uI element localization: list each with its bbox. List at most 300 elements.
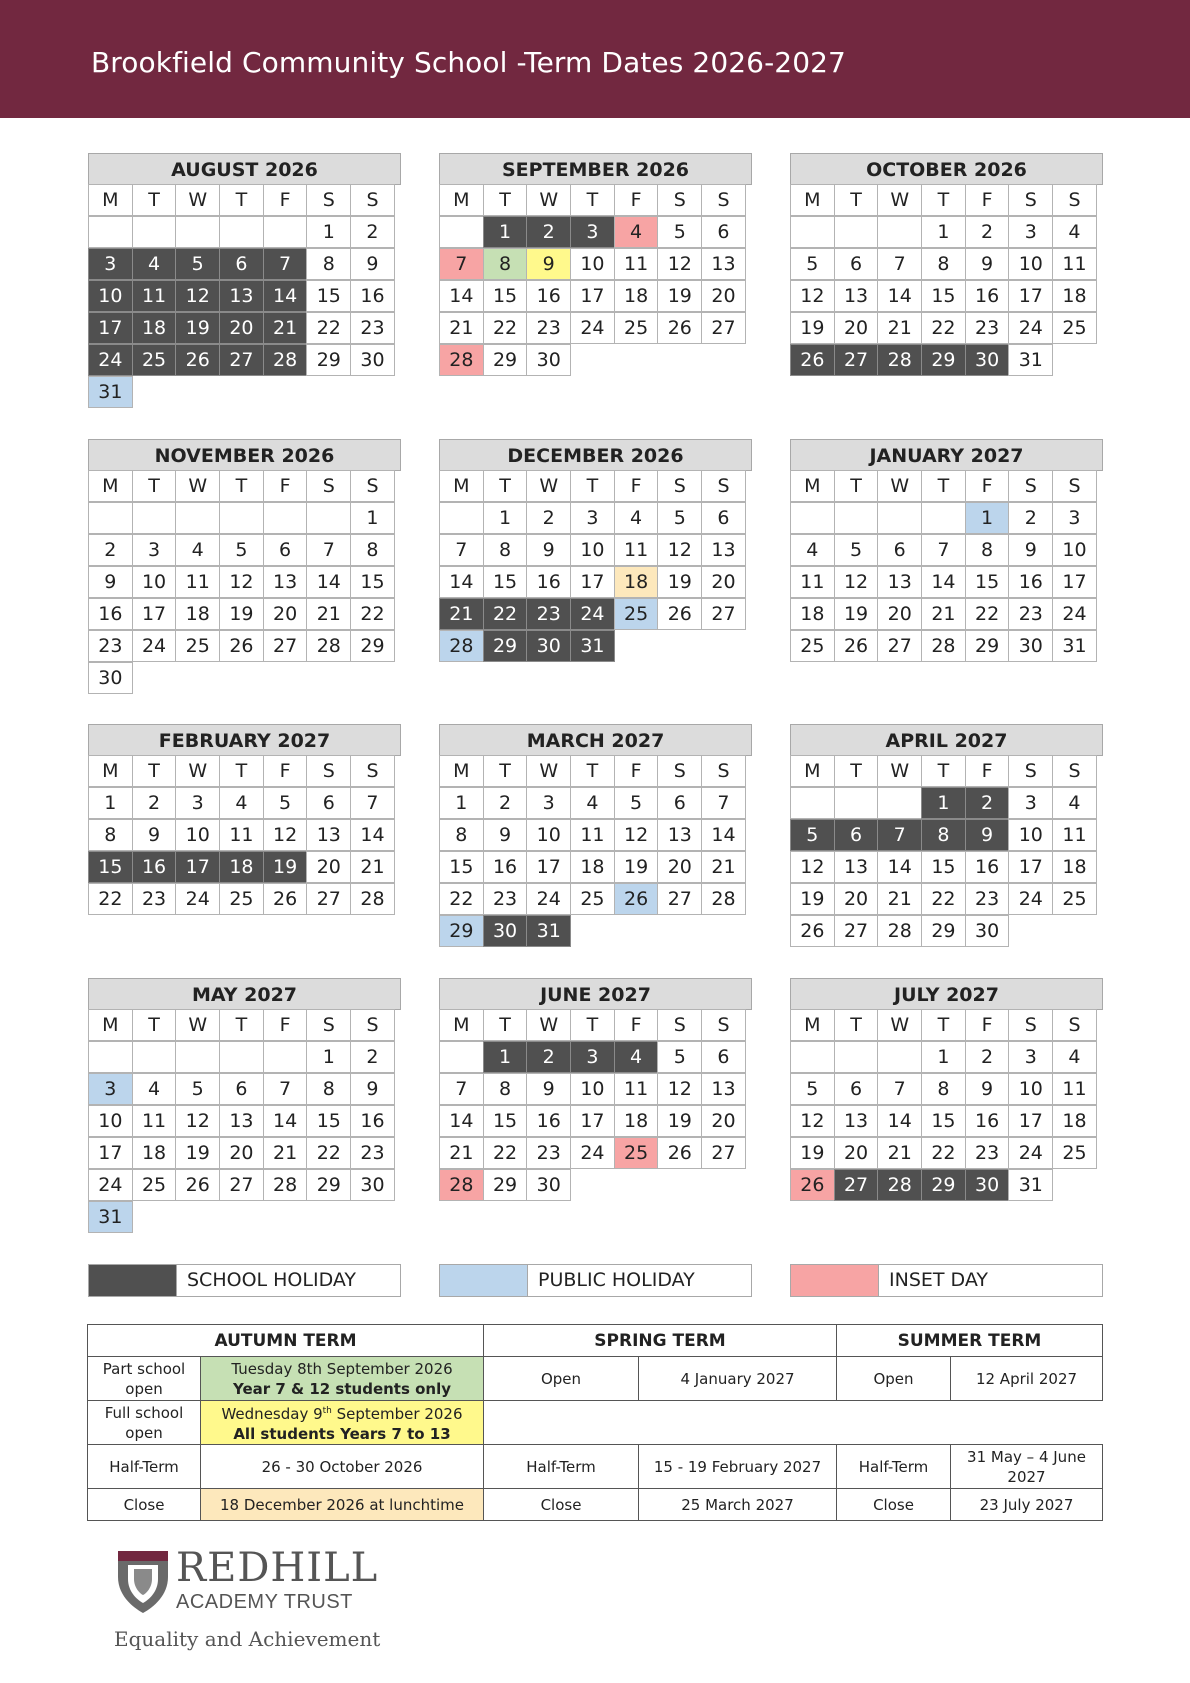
- spring-half-label: Half-Term: [484, 1445, 639, 1489]
- spring-open-date: 4 January 2027: [639, 1357, 837, 1401]
- day-cell: 1: [921, 1041, 966, 1073]
- empty-day-cell: [790, 502, 835, 534]
- month-calendar: [439, 978, 752, 1202]
- day-cell: 21: [350, 851, 395, 883]
- week-row: [88, 567, 401, 599]
- day-cell: 16: [965, 280, 1010, 312]
- weekday-header: T: [219, 755, 264, 787]
- day-cell: 16: [483, 851, 528, 883]
- day-cell: 16: [965, 851, 1010, 883]
- day-cell: 14: [263, 1105, 308, 1137]
- day-cell: 3: [1052, 502, 1097, 534]
- day-cell: 12: [263, 819, 308, 851]
- day-cell: 10: [1008, 819, 1053, 851]
- inset-day-swatch: [791, 1265, 879, 1296]
- day-cell: 11: [175, 566, 220, 598]
- day-cell: 21: [263, 1137, 308, 1169]
- day-cell: 27: [834, 344, 879, 376]
- weekday-header-row: [790, 185, 1103, 217]
- day-cell: 18: [614, 566, 659, 598]
- weekday-header: F: [965, 755, 1010, 787]
- day-cell: 28: [877, 1169, 922, 1201]
- empty-day-cell: [570, 344, 615, 376]
- day-cell: 20: [834, 312, 879, 344]
- day-cell: 8: [439, 819, 484, 851]
- day-cell: 15: [483, 566, 528, 598]
- day-cell: 12: [790, 851, 835, 883]
- weekday-header: W: [175, 184, 220, 216]
- week-row: [88, 217, 401, 249]
- day-cell: 10: [570, 1073, 615, 1105]
- day-cell: 12: [614, 819, 659, 851]
- weekday-header: M: [88, 755, 133, 787]
- week-row: [88, 1042, 401, 1074]
- day-cell: 23: [965, 312, 1010, 344]
- weekday-header: F: [614, 470, 659, 502]
- week-row: [439, 599, 752, 631]
- day-cell: 12: [790, 1105, 835, 1137]
- empty-day-cell: [877, 216, 922, 248]
- empty-day-cell: [877, 502, 922, 534]
- weekday-header-row: [790, 1010, 1103, 1042]
- day-cell: 25: [1052, 1137, 1097, 1169]
- day-cell: 13: [701, 1073, 746, 1105]
- empty-day-cell: [350, 662, 395, 694]
- day-cell: 17: [1008, 1105, 1053, 1137]
- empty-day-cell: [219, 1041, 264, 1073]
- day-cell: 13: [834, 851, 879, 883]
- day-cell: 17: [132, 598, 177, 630]
- day-cell: 11: [1052, 819, 1097, 851]
- empty-day-cell: [439, 216, 484, 248]
- empty-day-cell: [263, 216, 308, 248]
- empty-day-cell: [834, 787, 879, 819]
- empty-day-cell: [263, 376, 308, 408]
- empty-day-cell: [614, 915, 659, 947]
- day-cell: 25: [614, 312, 659, 344]
- day-cell: 28: [877, 344, 922, 376]
- day-cell: 16: [1008, 566, 1053, 598]
- weekday-header-row: [88, 185, 401, 217]
- weekday-header-row: [88, 471, 401, 503]
- day-cell: 5: [175, 1073, 220, 1105]
- weekday-header: F: [965, 1009, 1010, 1041]
- day-cell: 30: [965, 344, 1010, 376]
- week-row: [88, 313, 401, 345]
- day-cell: 11: [219, 819, 264, 851]
- day-cell: 9: [965, 248, 1010, 280]
- day-cell: 6: [834, 819, 879, 851]
- day-cell: 16: [350, 280, 395, 312]
- weekday-header: T: [570, 755, 615, 787]
- weekday-header: S: [701, 470, 746, 502]
- day-cell: 24: [1052, 598, 1097, 630]
- day-cell: 8: [965, 534, 1010, 566]
- weekday-header: W: [526, 470, 571, 502]
- day-cell: 13: [701, 534, 746, 566]
- week-row: [88, 345, 401, 377]
- day-cell: 5: [790, 1073, 835, 1105]
- day-cell: 7: [263, 1073, 308, 1105]
- day-cell: 6: [834, 248, 879, 280]
- day-cell: 31: [570, 630, 615, 662]
- empty-day-cell: [175, 376, 220, 408]
- legend-inset-day: [790, 1264, 1103, 1297]
- day-cell: 4: [219, 787, 264, 819]
- day-cell: 26: [657, 598, 702, 630]
- day-cell: 31: [526, 915, 571, 947]
- day-cell: 6: [657, 787, 702, 819]
- day-cell: 28: [877, 915, 922, 947]
- day-cell: 29: [921, 1169, 966, 1201]
- day-cell: 22: [965, 598, 1010, 630]
- day-cell: 30: [965, 915, 1010, 947]
- empty-day-cell: [657, 1169, 702, 1201]
- day-cell: 6: [701, 216, 746, 248]
- weekday-header: F: [965, 184, 1010, 216]
- empty-day-cell: [570, 915, 615, 947]
- weekday-header: T: [921, 1009, 966, 1041]
- day-cell: 23: [350, 312, 395, 344]
- month-calendar: [88, 439, 401, 695]
- day-cell: 11: [132, 280, 177, 312]
- week-row: [790, 567, 1103, 599]
- empty-day-cell: [877, 1041, 922, 1073]
- empty-day-cell: [88, 1041, 133, 1073]
- day-cell: 21: [877, 312, 922, 344]
- day-cell: 4: [614, 1041, 659, 1073]
- empty-day-cell: [132, 1201, 177, 1233]
- day-cell: 26: [657, 1137, 702, 1169]
- day-cell: 30: [350, 1169, 395, 1201]
- day-cell: 25: [175, 630, 220, 662]
- day-cell: 7: [877, 819, 922, 851]
- day-cell: 18: [790, 598, 835, 630]
- weekday-header: S: [1008, 470, 1053, 502]
- day-cell: 3: [88, 248, 133, 280]
- legend-public-holiday: [439, 1264, 752, 1297]
- day-cell: 15: [483, 280, 528, 312]
- day-cell: 19: [263, 851, 308, 883]
- day-cell: 2: [526, 216, 571, 248]
- day-cell: 15: [439, 851, 484, 883]
- week-row: [439, 1106, 752, 1138]
- day-cell: 28: [306, 630, 351, 662]
- empty-day-cell: [132, 662, 177, 694]
- weekday-header: T: [483, 184, 528, 216]
- day-cell: 26: [175, 344, 220, 376]
- day-cell: 26: [834, 630, 879, 662]
- day-cell: 22: [350, 598, 395, 630]
- day-cell: 20: [219, 1137, 264, 1169]
- autumn-half-label: Half-Term: [88, 1445, 201, 1489]
- weekday-header: M: [439, 184, 484, 216]
- empty-day-cell: [175, 1041, 220, 1073]
- day-cell: 29: [439, 915, 484, 947]
- day-cell: 22: [921, 312, 966, 344]
- day-cell: 18: [1052, 280, 1097, 312]
- empty-day-cell: [306, 1201, 351, 1233]
- week-row: [439, 1042, 752, 1074]
- weekday-header-row: [88, 756, 401, 788]
- day-cell: 16: [965, 1105, 1010, 1137]
- day-cell: 23: [526, 1137, 571, 1169]
- empty-day-cell: [921, 502, 966, 534]
- week-row: [88, 631, 401, 663]
- header-banner: [0, 0, 1190, 118]
- logo-tagline: Equality and Achievement: [114, 1627, 381, 1651]
- day-cell: 20: [701, 280, 746, 312]
- day-cell: 17: [570, 1105, 615, 1137]
- day-cell: 19: [790, 312, 835, 344]
- weekday-header: T: [132, 755, 177, 787]
- month-title: JULY 2027: [790, 978, 1103, 1010]
- day-cell: 6: [701, 1041, 746, 1073]
- full-open-label: Full school open: [88, 1401, 201, 1445]
- weekday-header: T: [483, 470, 528, 502]
- redhill-logo: [114, 1545, 381, 1670]
- day-cell: 3: [1008, 787, 1053, 819]
- weekday-header: S: [701, 184, 746, 216]
- day-cell: 20: [834, 1137, 879, 1169]
- day-cell: 22: [483, 312, 528, 344]
- day-cell: 24: [570, 598, 615, 630]
- weekday-header: M: [88, 1009, 133, 1041]
- week-row: [790, 249, 1103, 281]
- autumn-term-header: AUTUMN TERM: [88, 1325, 484, 1357]
- month-calendar: [790, 439, 1103, 663]
- day-cell: 7: [306, 534, 351, 566]
- weekday-header: T: [219, 470, 264, 502]
- empty-day-cell: [1052, 344, 1097, 376]
- day-cell: 17: [526, 851, 571, 883]
- day-cell: 14: [263, 280, 308, 312]
- weekday-header: T: [921, 184, 966, 216]
- day-cell: 6: [834, 1073, 879, 1105]
- day-cell: 1: [88, 787, 133, 819]
- empty-day-cell: [834, 1041, 879, 1073]
- day-cell: 21: [877, 883, 922, 915]
- day-cell: 10: [570, 248, 615, 280]
- weekday-header: T: [132, 184, 177, 216]
- day-cell: 2: [350, 216, 395, 248]
- day-cell: 14: [701, 819, 746, 851]
- day-cell: 15: [921, 1105, 966, 1137]
- day-cell: 7: [439, 534, 484, 566]
- day-cell: 2: [965, 1041, 1010, 1073]
- day-cell: 25: [1052, 883, 1097, 915]
- part-open-label: Part school open: [88, 1357, 201, 1401]
- day-cell: 23: [132, 883, 177, 915]
- day-cell: 9: [350, 1073, 395, 1105]
- month-title: AUGUST 2026: [88, 153, 401, 185]
- weekday-header: S: [701, 755, 746, 787]
- week-row: [790, 1170, 1103, 1202]
- month-title: JANUARY 2027: [790, 439, 1103, 471]
- day-cell: 19: [175, 312, 220, 344]
- week-row: [88, 663, 401, 695]
- day-cell: 29: [306, 1169, 351, 1201]
- day-cell: 27: [701, 1137, 746, 1169]
- day-cell: 30: [965, 1169, 1010, 1201]
- day-cell: 8: [88, 819, 133, 851]
- day-cell: 15: [306, 280, 351, 312]
- weekday-header-row: [790, 471, 1103, 503]
- spring-half-date: 15 - 19 February 2027: [639, 1445, 837, 1489]
- day-cell: 20: [834, 883, 879, 915]
- day-cell: 26: [263, 883, 308, 915]
- empty-day-cell: [790, 787, 835, 819]
- month-title: FEBRUARY 2027: [88, 724, 401, 756]
- day-cell: 10: [88, 1105, 133, 1137]
- week-row: [439, 535, 752, 567]
- weekday-header: S: [701, 1009, 746, 1041]
- week-row: [439, 249, 752, 281]
- day-cell: 18: [1052, 1105, 1097, 1137]
- weekday-header: S: [1052, 184, 1097, 216]
- logo-line1: REDHILL: [176, 1545, 379, 1591]
- day-cell: 21: [439, 312, 484, 344]
- day-cell: 19: [834, 598, 879, 630]
- day-cell: 22: [306, 1137, 351, 1169]
- day-cell: 13: [306, 819, 351, 851]
- day-cell: 14: [350, 819, 395, 851]
- empty-day-cell: [263, 1041, 308, 1073]
- day-cell: 4: [614, 502, 659, 534]
- week-row: [88, 852, 401, 884]
- weekday-header: W: [877, 470, 922, 502]
- week-row: [439, 345, 752, 377]
- empty-day-cell: [175, 662, 220, 694]
- day-cell: 17: [570, 566, 615, 598]
- week-row: [88, 281, 401, 313]
- week-row: [88, 1106, 401, 1138]
- day-cell: 22: [483, 598, 528, 630]
- week-row: [790, 345, 1103, 377]
- week-row: [790, 916, 1103, 948]
- month-calendar: [790, 978, 1103, 1202]
- weekday-header: W: [175, 755, 220, 787]
- empty-day-cell: [834, 502, 879, 534]
- day-cell: 25: [132, 344, 177, 376]
- day-cell: 2: [483, 787, 528, 819]
- empty-day-cell: [219, 376, 264, 408]
- day-cell: 6: [263, 534, 308, 566]
- day-cell: 18: [614, 280, 659, 312]
- shield-icon: [114, 1547, 172, 1615]
- day-cell: 29: [483, 344, 528, 376]
- day-cell: 22: [439, 883, 484, 915]
- day-cell: 12: [175, 280, 220, 312]
- part-open-cell: [201, 1357, 484, 1401]
- day-cell: 13: [701, 248, 746, 280]
- day-cell: 19: [175, 1137, 220, 1169]
- legend-school-holiday: [88, 1264, 401, 1297]
- week-row: [88, 377, 401, 409]
- full-open-date: Wednesday 9th September 2026: [221, 1405, 463, 1423]
- day-cell: 23: [965, 1137, 1010, 1169]
- day-cell: 19: [790, 883, 835, 915]
- day-cell: 1: [921, 787, 966, 819]
- day-cell: 28: [439, 1169, 484, 1201]
- day-cell: 5: [219, 534, 264, 566]
- day-cell: 13: [263, 566, 308, 598]
- day-cell: 13: [219, 280, 264, 312]
- day-cell: 4: [132, 1073, 177, 1105]
- day-cell: 9: [526, 1073, 571, 1105]
- day-cell: 26: [657, 312, 702, 344]
- day-cell: 25: [132, 1169, 177, 1201]
- day-cell: 18: [614, 1105, 659, 1137]
- weekday-header: W: [526, 755, 571, 787]
- empty-day-cell: [1008, 915, 1053, 947]
- day-cell: 18: [570, 851, 615, 883]
- day-cell: 1: [921, 216, 966, 248]
- empty-day-cell: [614, 344, 659, 376]
- month-title: JUNE 2027: [439, 978, 752, 1010]
- day-cell: 13: [834, 280, 879, 312]
- day-cell: 27: [877, 630, 922, 662]
- day-cell: 7: [921, 534, 966, 566]
- day-cell: 9: [132, 819, 177, 851]
- day-cell: 11: [614, 1073, 659, 1105]
- weekday-header: W: [526, 184, 571, 216]
- weekday-header: T: [570, 1009, 615, 1041]
- month-calendar: [88, 153, 401, 409]
- day-cell: 11: [1052, 1073, 1097, 1105]
- month-title: MAY 2027: [88, 978, 401, 1010]
- day-cell: 19: [657, 1105, 702, 1137]
- day-cell: 20: [877, 598, 922, 630]
- day-cell: 23: [1008, 598, 1053, 630]
- day-cell: 28: [701, 883, 746, 915]
- day-cell: 17: [88, 1137, 133, 1169]
- day-cell: 5: [614, 787, 659, 819]
- weekday-header: M: [88, 470, 133, 502]
- day-cell: 1: [306, 1041, 351, 1073]
- day-cell: 23: [350, 1137, 395, 1169]
- week-row: [790, 503, 1103, 535]
- week-row: [790, 1042, 1103, 1074]
- summer-close-label: Close: [837, 1489, 951, 1521]
- day-cell: 1: [439, 787, 484, 819]
- day-cell: 10: [570, 534, 615, 566]
- day-cell: 26: [790, 915, 835, 947]
- weekday-header: M: [790, 755, 835, 787]
- empty-day-cell: [1052, 1169, 1097, 1201]
- empty-day-cell: [834, 216, 879, 248]
- weekday-header: T: [921, 755, 966, 787]
- day-cell: 27: [834, 915, 879, 947]
- weekday-header: S: [1052, 470, 1097, 502]
- empty-day-cell: [132, 1041, 177, 1073]
- day-cell: 27: [701, 312, 746, 344]
- weekday-header: S: [306, 1009, 351, 1041]
- empty-day-cell: [701, 1169, 746, 1201]
- day-cell: 12: [657, 248, 702, 280]
- day-cell: 15: [965, 566, 1010, 598]
- weekday-header: T: [834, 755, 879, 787]
- day-cell: 17: [1008, 280, 1053, 312]
- weekday-header: F: [263, 470, 308, 502]
- empty-day-cell: [790, 216, 835, 248]
- day-cell: 20: [701, 566, 746, 598]
- day-cell: 10: [526, 819, 571, 851]
- week-row: [439, 631, 752, 663]
- month-calendar: [88, 978, 401, 1234]
- week-row: [790, 788, 1103, 820]
- empty-day-cell: [350, 376, 395, 408]
